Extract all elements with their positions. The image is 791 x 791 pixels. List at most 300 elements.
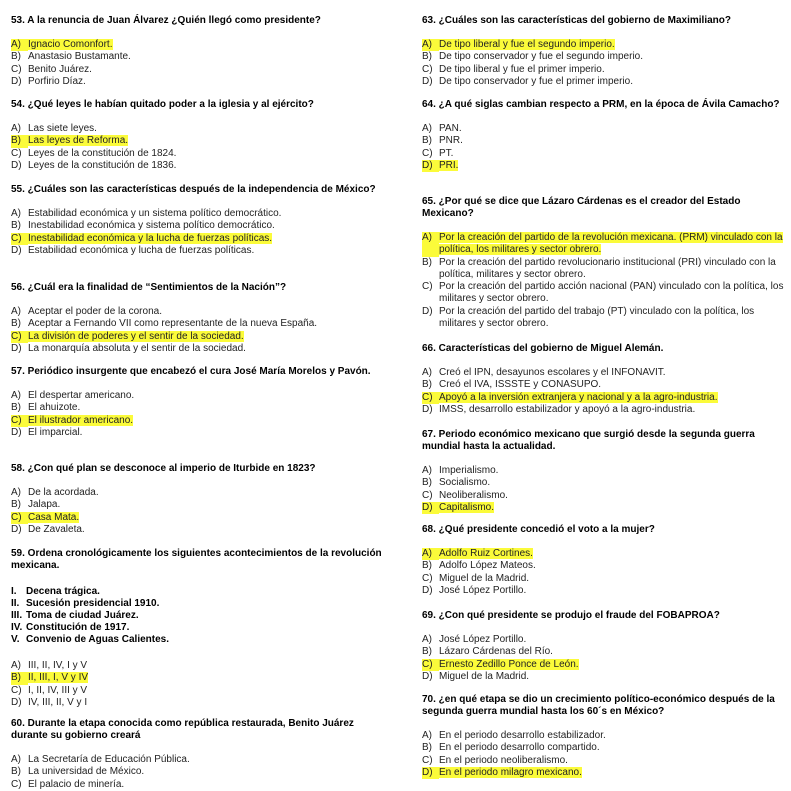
answer-option — [11, 660, 383, 672]
option-letter: C) — [422, 489, 433, 501]
option-text — [28, 512, 383, 524]
answer-option — [422, 76, 786, 88]
option-text-content: En el periodo neoliberalismo. — [439, 754, 568, 766]
option-letter: C) — [422, 392, 439, 404]
answer-option — [11, 685, 383, 697]
answer-option — [422, 64, 786, 76]
option-text — [439, 64, 786, 76]
option-text — [28, 160, 383, 172]
answer-option — [11, 499, 383, 511]
answer-options — [422, 634, 786, 683]
option-text — [28, 233, 383, 245]
answer-option — [422, 585, 786, 597]
answer-option — [422, 755, 786, 767]
option-text — [439, 306, 786, 331]
option-text-content: Apoyó a la inversión extranjera y nacional y a la agro-industria. — [439, 391, 718, 403]
option-text — [28, 39, 383, 51]
option-letter: B) — [422, 135, 432, 147]
option-text-content: El despertar americano. — [28, 390, 135, 401]
answer-option — [422, 634, 786, 646]
option-text — [28, 390, 383, 402]
option-text — [28, 343, 383, 355]
event-text: Constitución de 1917. — [26, 622, 130, 633]
question-text: 53. A la renuncia de Juan Álvarez ¿Quién llegó como presidente? — [11, 15, 321, 26]
option-text — [439, 646, 786, 658]
answer-option-highlighted — [422, 160, 786, 172]
option-letter: B) — [422, 646, 432, 658]
option-text-content: Anastasio Bustamante. — [28, 51, 131, 63]
event-text: Toma de ciudad Juárez. — [26, 610, 139, 621]
option-text — [28, 402, 383, 414]
question-block — [422, 429, 786, 514]
answer-option-highlighted — [11, 39, 383, 51]
option-text-content: En el periodo desarrollo compartido. — [439, 742, 600, 754]
answer-options — [422, 730, 786, 779]
option-letter: B) — [422, 742, 432, 754]
answer-options — [11, 208, 383, 257]
option-letter: C) — [422, 147, 433, 159]
event-text: Sucesión presidencial 1910. — [26, 598, 160, 609]
question-text: 63. ¿Cuáles son las características del gobierno de Maximiliano? — [422, 15, 731, 26]
option-letter: D) — [11, 75, 22, 87]
question-text: 54. ¿Qué leyes le habían quitado poder a la iglesia y al ejército? — [11, 99, 314, 110]
event-item — [11, 622, 383, 634]
answer-option — [422, 135, 786, 147]
option-text — [439, 232, 786, 257]
event-item — [11, 598, 383, 610]
option-letter: B) — [422, 477, 432, 489]
option-letter: A) — [11, 390, 21, 401]
option-text-content: De tipo conservador y fue el segundo imperio. — [439, 51, 644, 63]
option-text — [28, 76, 383, 88]
question-block — [422, 99, 786, 172]
answer-options — [422, 548, 786, 597]
answer-option — [11, 160, 383, 172]
answer-option-highlighted — [11, 233, 383, 245]
event-list — [11, 586, 383, 646]
question-block — [11, 366, 383, 439]
option-text-content: El palacio de minería. — [28, 778, 125, 790]
option-text-content: De tipo conservador y fue el primer imperio. — [439, 75, 633, 87]
option-text-content: Ignacio Comonfort. — [28, 39, 113, 50]
question-block — [422, 15, 786, 88]
option-text — [439, 76, 786, 88]
option-text — [28, 415, 383, 427]
answer-option-highlighted — [422, 392, 786, 404]
answer-option — [422, 573, 786, 585]
option-letter: A) — [11, 660, 21, 671]
answer-option-highlighted — [11, 672, 383, 684]
question-text: 64. ¿A qué siglas cambian respecto a PRM, en la época de Ávila Camacho? — [422, 99, 780, 110]
option-text-content: II, III, I, V y IV — [28, 672, 89, 684]
option-letter: A) — [11, 487, 21, 498]
option-text-content: Miguel de la Madrid. — [439, 572, 530, 584]
answer-option-highlighted — [11, 415, 383, 427]
answer-option — [422, 281, 786, 306]
option-text — [439, 135, 786, 147]
event-numeral: IV. — [11, 622, 23, 633]
option-text-content: De tipo liberal y fue el segundo imperio. — [439, 39, 615, 50]
option-text — [28, 318, 383, 330]
answer-option-highlighted — [11, 512, 383, 524]
answer-option-highlighted — [422, 659, 786, 671]
option-letter: C) — [422, 659, 439, 671]
answer-option-highlighted — [422, 548, 786, 560]
answer-option — [11, 76, 383, 88]
question-text: 55. ¿Cuáles son las características después de la independencia de México? — [11, 184, 376, 195]
option-letter: C) — [11, 331, 28, 343]
option-text-content: La monarquía absoluta y el sentir de la sociedad. — [28, 342, 246, 354]
answer-option — [422, 465, 786, 477]
option-text — [439, 755, 786, 767]
option-text-content: Benito Juárez. — [28, 63, 92, 75]
option-text-content: Por la creación del partido revolucionario institucional (PRI) vinculado con la política, militares y sector obrero. — [439, 256, 776, 280]
answer-options — [422, 367, 786, 416]
option-text — [28, 331, 383, 343]
option-text-content: Estabilidad económica y un sistema político democrático. — [28, 208, 282, 219]
answer-option — [11, 697, 383, 709]
option-letter: D) — [422, 305, 433, 317]
question-text: 70. ¿en qué etapa se dio un crecimiento político-económico después de la segunda guerra mundial hasta los 60´s en México? — [422, 694, 775, 717]
option-text-content: PT. — [439, 147, 454, 159]
option-text-content: En el periodo milagro mexicano. — [439, 766, 582, 778]
answer-option — [422, 404, 786, 416]
answer-option — [11, 64, 383, 76]
option-text — [28, 672, 383, 684]
option-letter: C) — [11, 778, 22, 790]
question-text: 59. Ordena cronológicamente los siguientes acontecimientos de la revolución mexicana. — [11, 548, 382, 571]
answer-option-highlighted — [422, 232, 786, 257]
option-text-content: Imperialismo. — [439, 465, 499, 476]
option-text — [439, 634, 786, 646]
answer-options — [11, 390, 383, 439]
option-text — [439, 148, 786, 160]
answer-option — [422, 671, 786, 683]
answer-option — [11, 779, 383, 791]
option-letter: D) — [11, 159, 22, 171]
option-text — [439, 39, 786, 51]
option-letter: C) — [11, 233, 28, 245]
option-text — [28, 51, 383, 63]
event-numeral: III. — [11, 610, 23, 621]
option-letter: C) — [11, 684, 22, 696]
option-text-content: De tipo liberal y fue el primer imperio. — [439, 63, 605, 75]
answer-options — [422, 465, 786, 514]
option-text-content: Socialismo. — [439, 477, 491, 489]
option-text — [28, 306, 383, 318]
question-text: 57. Periódico insurgente que encabezó el cura José María Morelos y Pavón. — [11, 366, 371, 377]
option-text — [439, 51, 786, 63]
answer-option — [11, 220, 383, 232]
option-text — [439, 573, 786, 585]
option-text — [28, 499, 383, 511]
answer-option — [422, 560, 786, 572]
option-text-content: Lázaro Cárdenas del Río. — [439, 646, 553, 658]
option-text — [28, 779, 383, 791]
answer-options — [422, 39, 786, 88]
answer-option — [11, 766, 383, 778]
option-letter: C) — [11, 512, 28, 524]
option-text — [439, 560, 786, 572]
option-letter: A) — [422, 634, 432, 645]
option-text — [28, 766, 383, 778]
option-letter: D) — [11, 696, 22, 708]
option-letter: C) — [422, 754, 433, 766]
option-text-content: IMSS, desarrollo estabilizador y apoyó a la agro-industria. — [439, 403, 696, 415]
option-letter: B) — [11, 135, 28, 147]
answer-option — [11, 524, 383, 536]
question-block — [422, 524, 786, 597]
option-letter: D) — [11, 244, 22, 256]
option-letter: B) — [11, 51, 21, 63]
question-text: 58. ¿Con qué plan se desconoce al imperio de Iturbide en 1823? — [11, 463, 316, 474]
option-letter: A) — [11, 306, 21, 317]
answer-options — [11, 39, 383, 88]
question-block — [11, 184, 383, 257]
question-text: 56. ¿Cuál era la finalidad de “Sentimientos de la Nación”? — [11, 282, 287, 293]
option-text-content: Aceptar a Fernando VII como representante de la nueva España. — [28, 318, 318, 330]
option-text-content: Neoliberalismo. — [439, 489, 508, 501]
option-text-content: La universidad de México. — [28, 766, 145, 778]
option-text-content: Leyes de la constitución de 1836. — [28, 159, 177, 171]
option-letter: A) — [422, 465, 432, 476]
option-letter: D) — [11, 523, 22, 535]
option-text — [28, 427, 383, 439]
option-letter: A) — [422, 548, 439, 560]
option-letter: C) — [422, 281, 433, 293]
option-text — [28, 148, 383, 160]
option-text-content: Leyes de la constitución de 1824. — [28, 147, 177, 159]
option-letter: B) — [422, 256, 432, 268]
option-letter: D) — [422, 767, 439, 779]
option-text-content: Inestabilidad económica y sistema político democrático. — [28, 220, 275, 232]
option-text-content: José López Portillo. — [439, 584, 527, 596]
option-text — [439, 477, 786, 489]
answer-options — [422, 123, 786, 172]
option-letter: D) — [422, 160, 439, 172]
question-text: 66. Características del gobierno de Miguel Alemán. — [422, 343, 664, 354]
option-text-content: Casa Mata. — [28, 511, 80, 523]
option-text — [439, 392, 786, 404]
option-letter: D) — [11, 426, 22, 438]
event-text: Decena trágica. — [26, 586, 100, 597]
answer-option — [11, 51, 383, 63]
option-text-content: La división de poderes y el sentir de la sociedad. — [28, 330, 244, 342]
answer-option — [11, 487, 383, 499]
option-letter: A) — [422, 232, 439, 257]
question-block — [422, 196, 786, 330]
option-text — [28, 123, 383, 135]
option-text-content: De Zavaleta. — [28, 523, 85, 535]
option-text-content: El ilustrador americano. — [28, 414, 134, 426]
event-item — [11, 610, 383, 622]
option-letter: D) — [422, 403, 433, 415]
option-text — [439, 281, 786, 306]
option-text-content: En el periodo desarrollo estabilizador. — [439, 730, 606, 741]
answer-option — [422, 490, 786, 502]
option-text — [28, 208, 383, 220]
option-text — [439, 123, 786, 135]
option-text-content: Miguel de la Madrid. — [439, 670, 530, 682]
option-letter: D) — [422, 584, 433, 596]
option-letter: B) — [422, 379, 432, 391]
option-text-content: Creó el IVA, ISSSTE y CONASUPO. — [439, 379, 602, 391]
option-letter: A) — [422, 123, 432, 134]
option-text — [28, 754, 383, 766]
option-letter: B) — [422, 51, 432, 63]
option-text — [28, 487, 383, 499]
answer-option — [422, 367, 786, 379]
question-block — [11, 282, 383, 355]
option-text-content: Ernesto Zedillo Ponce de León. — [439, 658, 579, 670]
option-text — [439, 257, 786, 282]
option-text — [439, 742, 786, 754]
question-block — [11, 548, 383, 709]
question-text: 60. Durante la etapa conocida como república restaurada, Benito Juárez durante su gobierno creará — [11, 718, 354, 741]
option-text — [439, 671, 786, 683]
option-letter: D) — [422, 670, 433, 682]
answer-option-highlighted — [422, 502, 786, 514]
option-text-content: PRI. — [439, 159, 459, 171]
question-text: 65. ¿Por qué se dice que Lázaro Cárdenas es el creador del Estado Mexicano? — [422, 196, 741, 219]
event-item — [11, 586, 383, 598]
answer-option — [422, 730, 786, 742]
option-text — [28, 660, 383, 672]
option-text-content: Adolfo Ruiz Cortines. — [439, 548, 533, 559]
option-text — [28, 685, 383, 697]
event-numeral: II. — [11, 598, 20, 609]
event-text: Convenio de Aguas Calientes. — [26, 634, 169, 645]
question-block — [422, 343, 786, 416]
answer-option — [422, 123, 786, 135]
answer-option-highlighted — [11, 331, 383, 343]
option-text-content: I, II, IV, III y V — [28, 684, 88, 696]
option-text-content: Inestabilidad económica y la lucha de fuerzas políticas. — [28, 232, 273, 244]
answer-option — [422, 257, 786, 282]
option-text-content: Las leyes de Reforma. — [28, 135, 129, 147]
answer-options — [11, 306, 383, 355]
option-text-content: III, II, IV, I y V — [28, 660, 88, 671]
question-block — [11, 463, 383, 536]
event-numeral: I. — [11, 586, 17, 597]
option-letter: B) — [11, 672, 28, 684]
answer-option — [11, 427, 383, 439]
option-letter: B) — [422, 560, 432, 572]
option-letter: A) — [422, 39, 439, 51]
answer-option — [422, 51, 786, 63]
option-text-content: Por la creación del partido acción nacional (PAN) vinculado con la política, los militares y sector obrero. — [439, 281, 784, 305]
option-text-content: Creó el IPN, desayunos escolares y el INFONAVIT. — [439, 367, 666, 378]
answer-option-highlighted — [11, 135, 383, 147]
option-text-content: PAN. — [439, 123, 462, 134]
option-text — [439, 502, 786, 514]
event-numeral: V. — [11, 634, 20, 645]
option-letter: B) — [11, 220, 21, 232]
option-letter: C) — [11, 415, 28, 427]
option-text-content: Capitalismo. — [439, 501, 495, 513]
option-text-content: El ahuizote. — [28, 402, 81, 414]
question-block — [422, 610, 786, 683]
option-text-content: PNR. — [439, 135, 463, 147]
option-text — [28, 245, 383, 257]
option-letter: C) — [422, 63, 433, 75]
option-text — [439, 367, 786, 379]
option-letter: D) — [422, 502, 439, 514]
option-text — [439, 490, 786, 502]
option-text-content: El imparcial. — [28, 426, 83, 438]
answer-options — [11, 754, 383, 791]
option-text — [439, 404, 786, 416]
answer-option-highlighted — [422, 39, 786, 51]
event-item — [11, 634, 383, 646]
option-text-content: Por la creación del partido de la revolución mexicana. (PRM) vinculado con la política, los militares y sector obrero. — [439, 232, 783, 256]
option-text — [28, 220, 383, 232]
answer-option — [422, 477, 786, 489]
option-text-content: Porfirio Díaz. — [28, 75, 86, 87]
option-text-content: Adolfo López Mateos. — [439, 560, 536, 572]
option-text-content: De la acordada. — [28, 487, 99, 498]
answer-option — [11, 754, 383, 766]
question-block — [11, 99, 383, 172]
answer-option — [11, 148, 383, 160]
option-letter: A) — [422, 730, 432, 741]
answer-option — [11, 245, 383, 257]
answer-option — [422, 148, 786, 160]
option-text — [28, 697, 383, 709]
option-text — [439, 379, 786, 391]
question-text: 69. ¿Con qué presidente se produjo el fraude del FOBAPROA? — [422, 610, 720, 621]
option-text — [439, 659, 786, 671]
option-letter: A) — [11, 208, 21, 219]
question-text: 68. ¿Qué presidente concedió el voto a la mujer? — [422, 524, 655, 535]
option-text — [439, 767, 786, 779]
option-text-content: Por la creación del partido del trabajo (PT) vinculado con la política, los militares y sector obrero. — [439, 305, 755, 330]
option-letter: B) — [11, 402, 21, 414]
answer-option — [11, 123, 383, 135]
option-text-content: Las siete leyes. — [28, 123, 97, 134]
option-letter: A) — [11, 123, 21, 134]
answer-option — [422, 742, 786, 754]
answer-options — [11, 487, 383, 536]
answer-option — [11, 390, 383, 402]
option-text — [439, 548, 786, 560]
answer-option-highlighted — [422, 767, 786, 779]
question-block — [422, 694, 786, 779]
answer-option — [11, 318, 383, 330]
option-letter: D) — [11, 342, 22, 354]
option-letter: B) — [11, 318, 21, 330]
option-letter: C) — [11, 63, 22, 75]
answer-option — [11, 208, 383, 220]
option-letter: A) — [11, 39, 28, 51]
option-text — [28, 524, 383, 536]
answer-options — [11, 123, 383, 172]
answer-option — [11, 402, 383, 414]
option-text-content: La Secretaría de Educación Pública. — [28, 754, 190, 765]
option-text — [439, 585, 786, 597]
option-letter: B) — [11, 499, 21, 511]
question-block — [11, 15, 383, 88]
option-letter: A) — [11, 754, 21, 765]
option-text — [439, 730, 786, 742]
answer-option — [11, 306, 383, 318]
option-letter: C) — [422, 572, 433, 584]
option-letter: C) — [11, 147, 22, 159]
option-text-content: Estabilidad económica y lucha de fuerzas políticas. — [28, 244, 255, 256]
option-text — [439, 465, 786, 477]
answer-options — [422, 232, 786, 330]
option-letter: B) — [11, 766, 21, 778]
